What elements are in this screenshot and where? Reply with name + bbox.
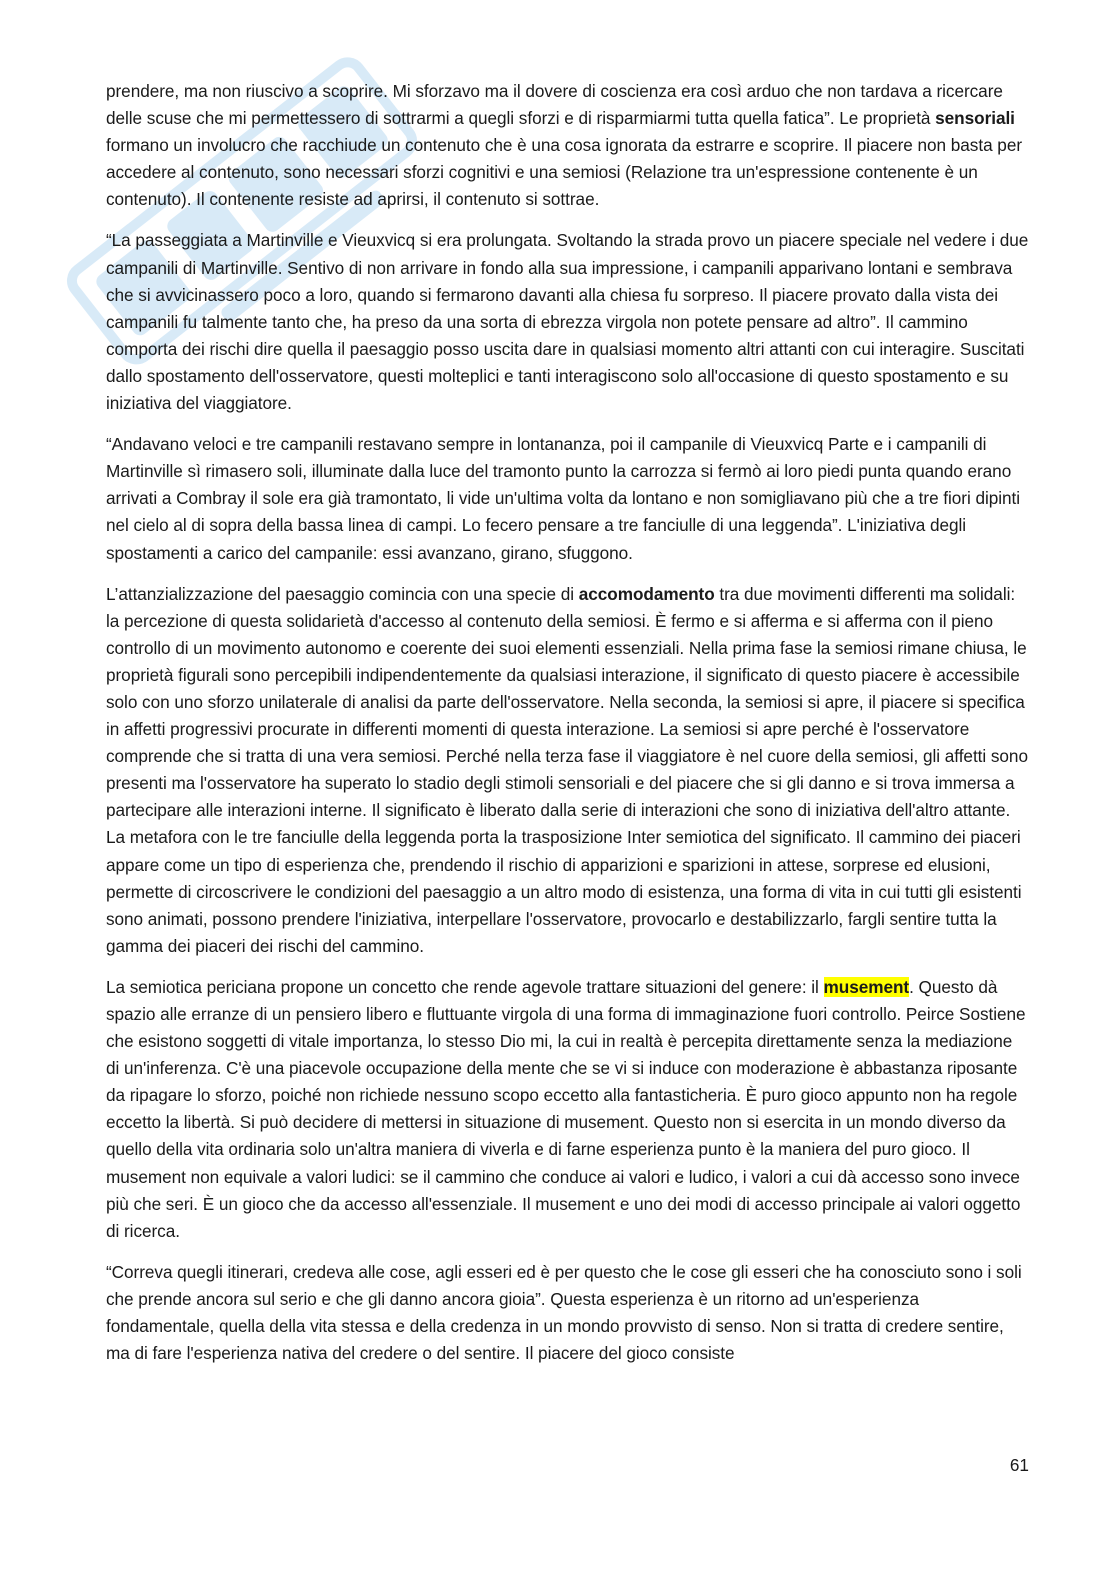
text-segment: “Andavano veloci e tre campanili restavano sempre in lontananza, poi il campanile di Vieuxvicq Parte e i campanili di Martinville sì rimasero soli, illuminate dalla luce del tramonto punto la carrozza si fermò ai loro piedi punta quando erano arrivati a Combray il sole era già tramontato, li vide un'ultima volta da lontano e non somigliavano più che a tre fiori dipinti nel cielo al di sopra della bassa linea di campi. Lo fecero pensare a tre fanciulle di una leggenda”. L'iniziativa degli spostamenti a carico del campanile: essi avanzano, girano, sfuggono. xyxy=(106,434,1021,563)
paragraph-3 xyxy=(106,431,1030,566)
text-segment: tra due movimenti differenti ma solidali: la percezione di questa solidarietà d'accesso al contenuto della semiosi. È fermo e si afferma e si afferma con il pieno controllo di un movimento autonomo e coerente dei suoi elementi essenziali. Nella prima fase la semiosi rimane chiusa, le proprietà figurali sono percepibili indipendentemente da qualsiasi interazione, il significato di questo piacere è accessibile solo con uno sforzo unilaterale di analisi da parte dell'osservatore. Nella seconda, la semiosi si apre, il piacere si specifica in affetti progressivi procurate in differenti momenti di questa interazione. La semiosi si apre perché è l'osservatore comprende che si tratta di una vera semiosi. Perché nella terza fase il viaggiatore è nel cuore della semiosi, gli affetti sono presenti ma l'osservatore ha superato lo stadio degli stimoli sensoriali e del piacere che si gli danno e si trova immersa a partecipare alle interazioni interne. Il significato è liberato dalla serie di interazioni che sono di iniziativa dell'altro attante. La metafora con le tre fanciulle della leggenda porta la trasposizione Inter semiotica del significato. Il cammino dei piaceri appare come un tipo di esperienza che, prendendo il rischio di apparizioni e sparizioni in attese, sorprese ed elusioni, permette di circoscrivere le condizioni del paesaggio a un altro modo di esistenza, una forma di vita in cui tutti gli esistenti sono animati, possono prendere l'iniziativa, interpellare l'osservatore, provocarlo e destabilizzarlo, fargli sentire tutta la gamma dei piaceri dei rischi del cammino. xyxy=(106,583,1028,956)
page-number: 61 xyxy=(1009,1455,1029,1475)
paragraph-1 xyxy=(106,78,1030,213)
bold-term: sensoriali xyxy=(935,108,1015,129)
text-segment: “La passeggiata a Martinville e Vieuxvicq si era prolungata. Svoltando la strada provo un piacere speciale nel vedere i due campanili di Martinville. Sentivo di non arrivare in fondo alla sua impressione, i campanili apparivano lontani e sembrava che si avvicinassero poco a loro, quando si fermarono davanti alla chiesa fu sorpreso. Il piacere provato dalla vista dei campanili fu talmente tanto che, ha preso da una sorta di ebrezza virgola non potete pensare ad altro”. Il cammino comporta dei rischi dire quella il paesaggio posso uscita dare in qualsiasi momento altri attanti con cui interagire. Suscitati dallo spostamento dell'osservatore, questi molteplici e tanti interagiscono solo all'occasione di questo spostamento e su iniziativa del viaggiatore. xyxy=(106,230,1029,414)
text-segment: prendere, ma non riuscivo a scoprire. Mi sforzavo ma il dovere di coscienza era così arduo che non tardava a ricercare delle scuse che mi permettessero di sottrarmi a quegli sforzi e di risparmiarmi tutta quella fatica”. Le proprietà xyxy=(106,81,1003,129)
paragraph-2 xyxy=(106,227,1030,417)
paragraph-4 xyxy=(106,581,1030,960)
text-segment: “Correva quegli itinerari, credeva alle cose, agli esseri ed è per questo che le cose gli esseri che ha conosciuto sono i soli che prende ancora sul serio e che gli danno ancora gioia”. Questa esperienza è un ritorno ad un'esperienza fondamentale, quella della vita stessa e della credenza in un mondo provvisto di senso. Non si tratta di credere sentire, ma di fare l'esperienza nativa del credere o del sentire. Il piacere del gioco consiste xyxy=(106,1261,1022,1364)
text-segment: L’attanzializzazione del paesaggio comincia con una specie di xyxy=(106,583,579,604)
paragraph-6 xyxy=(106,1259,1030,1367)
bold-term: accomodamento xyxy=(578,583,715,604)
text-segment: La semiotica periciana propone un concetto che rende agevole trattare situazioni del genere: il xyxy=(106,976,824,997)
document-page xyxy=(106,78,1030,1381)
text-segment: . Questo dà spazio alle erranze di un pensiero libero e fluttuante virgola di una forma di immaginazione fuori controllo. Peirce Sostiene che esistono soggetti di vitale importanza, lo stesso Dio mi, la cui in realtà è percepita direttamente senza la mediazione di un'inferenza. C'è una piacevole occupazione della mente che se vi si induce con moderazione è abbastanza riposante da ripagare lo sforzo, poiché non richiede nessuno scopo eccetto alla fantasticheria. È puro gioco appunto non ha regole eccetto la libertà. Si può decidere di mettersi in situazione di musement. Questo non si esercita in un mondo diverso da quello della vita ordinaria solo un'altra maniera di viverla e di farne esperienza punto è la maniera del puro gioco. Il musement non equivale a valori ludici: se il cammino che conduce ai valori e ludico, i valori a cui dà accesso sono invece più che seri. È un gioco che da accesso all'essenziale. Il musement e uno dei modi di accesso principale ai valori oggetto di ricerca. xyxy=(106,976,1026,1241)
paragraph-5 xyxy=(106,974,1030,1245)
highlighted-term: musement xyxy=(823,976,910,997)
text-segment: formano un involucro che racchiude un contenuto che è una cosa ignorata da estrarre e scoprire. Il piacere non basta per accedere al contenuto, sono necessari sforzi cognitivi e una semiosi (Relazione tra un'espressione contenente è un contenuto). Il contenente resiste ad aprirsi, il contenuto si sottrae. xyxy=(106,135,1023,210)
